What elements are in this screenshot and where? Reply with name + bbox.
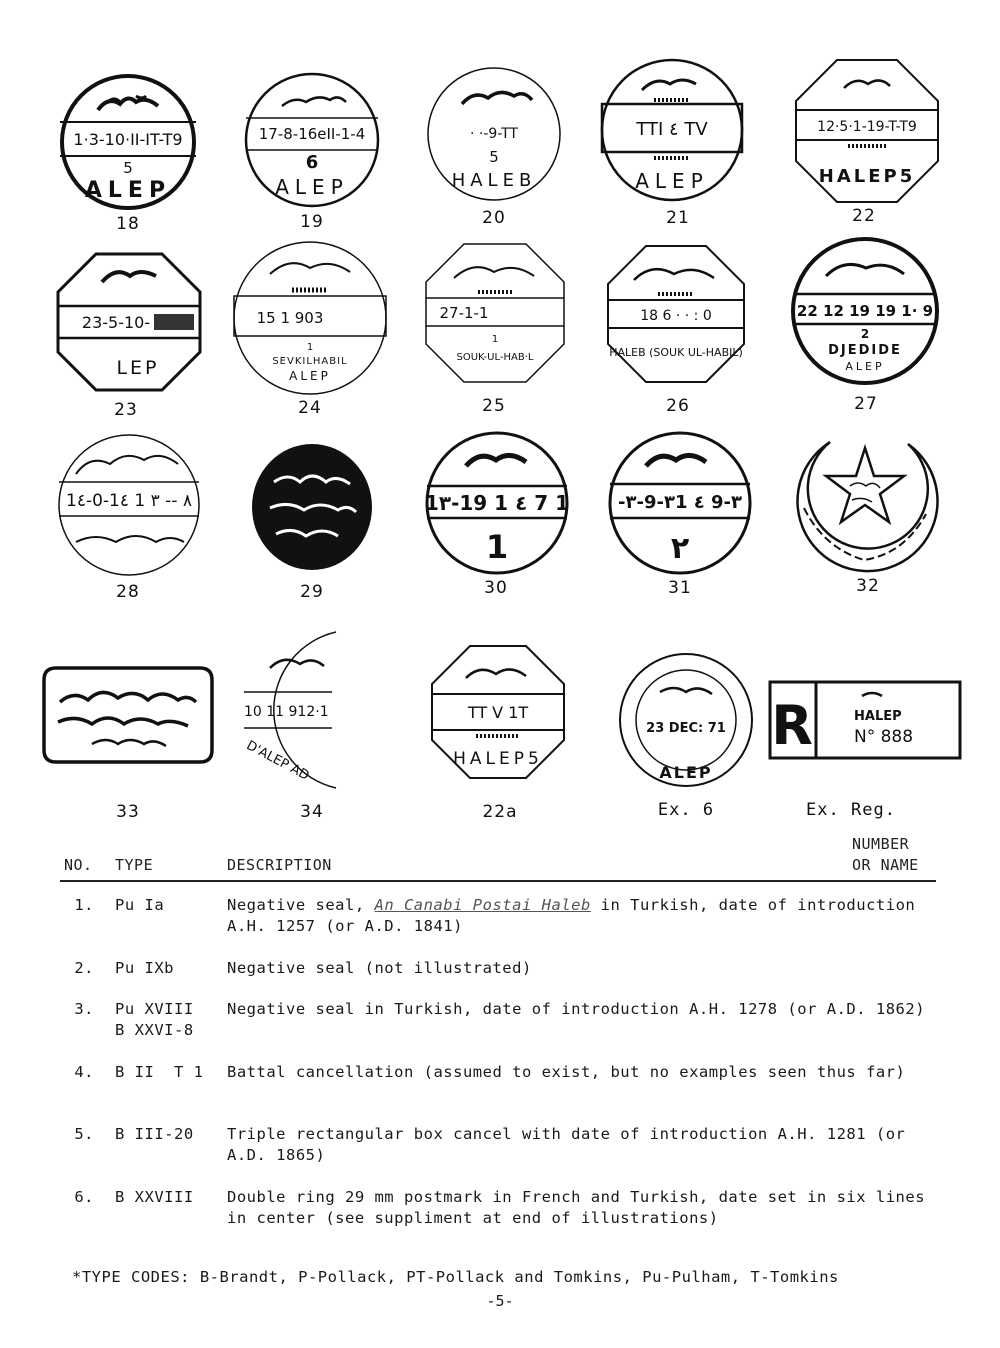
row-number: 5. (74, 1125, 94, 1143)
postmark-28 (56, 432, 202, 578)
caption-34: 34 (300, 802, 324, 822)
header-description: DESCRIPTION (227, 856, 332, 874)
caption-32: 32 (856, 576, 880, 596)
postmark-town: LEP (116, 357, 160, 379)
postmark-numeral: ٢ (670, 531, 690, 566)
postmark-numeral: 1 (491, 334, 499, 345)
postmark-32 (790, 428, 940, 576)
registration-label (768, 680, 962, 760)
postmark-date: 12·5·1-19-T-T9 (817, 119, 917, 135)
caption-29: 29 (300, 582, 324, 602)
postmark-20 (424, 64, 564, 204)
caption-ex-reg: Ex. Reg. (806, 800, 896, 820)
postmark-date: 23 DEC: 71 (646, 721, 726, 736)
page-number: -5- (486, 1292, 514, 1310)
caption-19: 19 (300, 212, 324, 232)
postmark-town: D'ALEP AD (243, 738, 312, 784)
type-codes-footnote: *TYPE CODES: B-Brandt, P-Pollack, PT-Pollack and Tomkins, Pu-Pulham, T-Tomkins (72, 1268, 839, 1286)
postmark-date: 22 12 19 19 1· 9 (796, 302, 934, 320)
postmark-27 (790, 236, 940, 386)
row-type: Pu XVIII B XXVI-8 (115, 1000, 194, 1039)
row-description: Negative seal in Turkish, date of introduction A.H. 1278 (or A.D. 1862) (227, 1000, 926, 1018)
postmark-town-line2: ALEP (845, 360, 885, 373)
postmark-31 (606, 430, 754, 576)
caption-21: 21 (666, 208, 690, 228)
postmark-date: · ·-9-TT (470, 126, 518, 142)
postmark-town: ALEP (84, 178, 172, 203)
postmark-date: 10 11 912·1 (244, 704, 329, 720)
postmark-numeral: 1 (306, 342, 314, 353)
caption-28: 28 (116, 582, 140, 602)
caption-22: 22 (852, 206, 876, 226)
postmark-numeral: 2 (860, 327, 870, 341)
postmark-town: HALEB (451, 170, 537, 191)
postmark-date: 18 6 · · : 0 (640, 308, 712, 324)
header-type: TYPE (115, 856, 154, 874)
postmark-22a (430, 644, 566, 780)
postmark-26 (606, 244, 746, 384)
row-type: Pu IXb (115, 959, 174, 977)
caption-27: 27 (854, 394, 878, 414)
row-number: 3. (74, 1000, 94, 1018)
postmark-19 (242, 70, 382, 210)
postmark-33 (42, 666, 214, 764)
caption-31: 31 (668, 578, 692, 598)
header-number: NUMBER (852, 835, 910, 853)
postmark-numeral: 5 (123, 159, 133, 177)
registration-number: N° 888 (854, 727, 914, 747)
registration-town: HALEP (854, 709, 902, 724)
postmark-date: -٣-9-٣1 ٤ 9-٣ (617, 492, 743, 513)
postmark-date: 1٤-0-1٤ 1 ٨ -- ٣ (66, 491, 192, 511)
desc-italic-title: An Canabi Postai Haleb (374, 896, 591, 914)
postmark-23 (56, 252, 202, 392)
caption-33: 33 (116, 802, 140, 822)
postmark-24 (230, 238, 390, 398)
postmark-town: SOUK-UL-HAB·L (456, 352, 534, 363)
caption-23: 23 (114, 400, 138, 420)
row-description: Double ring 29 mm postmark in French and Turkish, date set in six lines in center (see suppliment at end of illustrations) (227, 1188, 926, 1227)
row-type: B XXVIII (115, 1188, 194, 1206)
postmark-date: 15 1 903 (256, 309, 324, 327)
caption-30: 30 (484, 578, 508, 598)
postmark-29 (250, 442, 374, 572)
postmark-34 (240, 628, 340, 792)
row-description: Triple rectangular box cancel with date of introduction A.H. 1281 (or A.D. 1865) (227, 1125, 906, 1164)
postmark-22 (794, 58, 940, 204)
postmark-town: ALEP (635, 169, 709, 193)
desc-text: Negative seal, (227, 896, 375, 914)
header-no: NO. (64, 856, 93, 874)
row-description (227, 895, 927, 937)
postmark-numeral: 5 (489, 148, 499, 166)
postmark-town: HALEB (SOUK UL-HABIL) (609, 346, 743, 359)
postmark-date: TT V 1T (467, 703, 529, 722)
caption-18: 18 (116, 214, 140, 234)
postmark-numeral: 1 (485, 528, 509, 566)
row-type: B III-20 (115, 1125, 194, 1143)
postmark-date: 27-1-1 (439, 304, 489, 322)
row-description: Battal cancellation (assumed to exist, but no examples seen thus far) (227, 1063, 906, 1081)
header-or-name: OR NAME (852, 856, 919, 874)
postmark-date: 1·3-10·II-IT-T9 (73, 130, 183, 149)
row-number: 2. (74, 959, 94, 977)
registration-letter: R (771, 694, 813, 757)
row-type: B II T 1 (115, 1063, 204, 1081)
postmark-30 (424, 430, 570, 576)
postmark-town-line2: ALEP (289, 369, 331, 383)
caption-22a: 22a (482, 802, 518, 822)
postmark-date: 23-5-10- (81, 313, 151, 332)
postmark-date: 17-8-16eII-1-4 (258, 125, 366, 143)
row-number: 6. (74, 1188, 94, 1206)
postmark-town: HALEP5 (818, 166, 916, 187)
postmark-town: HALEP5 (453, 749, 543, 769)
postmark-date: TTI ٤ TV (636, 119, 708, 140)
desc-text: in Turkish, date of introduction A.H. 1257 (or A.D. 1841) (227, 896, 916, 935)
postmark-25 (424, 242, 566, 384)
caption-25: 25 (482, 396, 506, 416)
row-type: Pu Ia (115, 896, 165, 914)
caption-20: 20 (482, 208, 506, 228)
postmark-ex6 (616, 650, 756, 790)
caption-24: 24 (298, 398, 322, 418)
caption-ex6: Ex. 6 (657, 800, 715, 820)
postmark-town: SEVKILHABIL (272, 356, 348, 367)
postmark-town: ALEP (659, 763, 713, 782)
postmark-date: 1٣-19 1 ٤ 7 1 (424, 491, 570, 515)
postmark-18 (58, 72, 198, 212)
row-number: 4. (74, 1063, 94, 1081)
postmark-21 (598, 56, 746, 204)
header-rule (60, 880, 936, 882)
postmark-town: ALEP (275, 175, 349, 199)
postmark-numeral: 6 (305, 152, 319, 173)
header-number-or-name (852, 834, 919, 876)
row-number: 1. (74, 896, 94, 914)
caption-26: 26 (666, 396, 690, 416)
row-description: Negative seal (not illustrated) (227, 959, 532, 977)
postmark-town: DJEDIDE (828, 343, 902, 358)
